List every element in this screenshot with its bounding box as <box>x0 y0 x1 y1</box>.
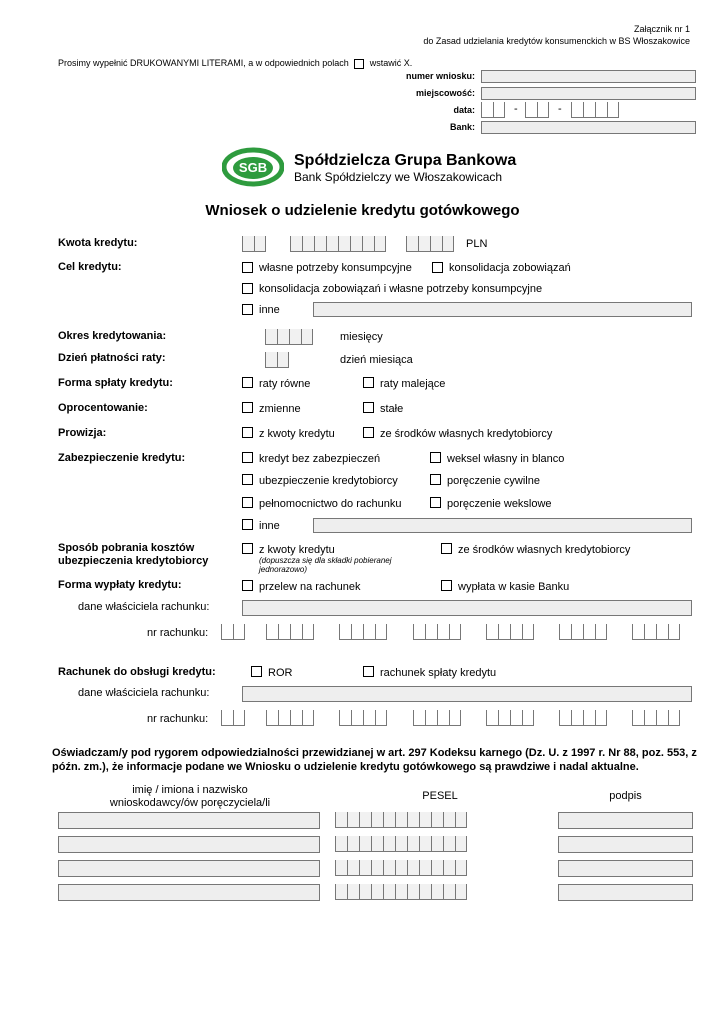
service-owner-input[interactable] <box>242 686 692 702</box>
purpose-label: Cel kredytu: <box>58 261 122 273</box>
cost-note-1: (dopuszcza się dla składki pobieranej <box>259 556 392 565</box>
instruction-suffix: wstawić X. <box>369 58 413 68</box>
purpose-other-input[interactable] <box>313 302 692 317</box>
security-power-checkbox[interactable] <box>242 497 253 508</box>
amount-cells-3[interactable] <box>406 236 454 252</box>
fee-from-credit-label: z kwoty kredytu <box>259 428 335 440</box>
signer-signature-4[interactable] <box>558 884 693 901</box>
payout-transfer-checkbox[interactable] <box>242 580 253 591</box>
name-column-header-1: imię / imiona i nazwisko <box>132 784 248 796</box>
date-month-cells[interactable] <box>525 102 549 118</box>
signer-name-input-3[interactable] <box>58 860 320 877</box>
period-label: Okres kredytowania: <box>58 330 167 342</box>
annex-subtitle: do Zasad udzielania kredytów konsumenckich w BS Włoszakowice <box>423 36 690 46</box>
fee-label: Prowizja: <box>58 427 107 439</box>
repay-equal-label: raty równe <box>259 378 311 390</box>
purpose-both-label: konsolidacja zobowiązań i własne potrzeby konsumpcyjne <box>259 283 543 295</box>
bank-name: Bank Spółdzielczy we Włoszakowicach <box>294 170 503 184</box>
number-input[interactable] <box>481 70 696 83</box>
repayment-label: Forma spłaty kredytu: <box>58 377 173 389</box>
number-label: numer wniosku: <box>405 71 475 81</box>
purpose-both-checkbox[interactable] <box>242 283 253 294</box>
instruction <box>58 58 412 69</box>
cost-own-funds-checkbox[interactable] <box>441 543 452 554</box>
period-cells[interactable] <box>265 329 313 345</box>
security-power-label: pełnomocnictwo do rachunku <box>259 498 402 510</box>
cost-note-2: jednorazowo) <box>259 565 308 574</box>
signer-pesel-cells-1[interactable] <box>335 812 467 829</box>
service-ror-label: ROR <box>268 667 293 679</box>
interest-variable-checkbox[interactable] <box>242 402 253 413</box>
date-label: data: <box>453 105 475 115</box>
currency-label: PLN <box>466 238 488 250</box>
logo-mark: SGB <box>238 160 268 175</box>
purpose-consolidation-label: konsolidacja zobowiązań <box>449 262 571 274</box>
date-separator-2: - <box>558 103 562 115</box>
security-insurance-label: ubezpieczenie kredytobiorcy <box>259 475 398 487</box>
date-day-cells[interactable] <box>481 102 505 118</box>
date-year-cells[interactable] <box>571 102 619 118</box>
security-civil-label: poręczenie cywilne <box>447 475 540 487</box>
security-label: Zabezpieczenie kredytu: <box>58 452 186 464</box>
bank-input[interactable] <box>481 121 696 134</box>
service-repay-checkbox[interactable] <box>363 666 374 677</box>
security-civil-checkbox[interactable] <box>430 474 441 485</box>
amount-cells-1[interactable] <box>242 236 266 252</box>
signer-pesel-cells-2[interactable] <box>335 836 467 853</box>
payout-transfer-label: przelew na rachunek <box>259 581 361 593</box>
payday-label: Dzień płatności raty: <box>58 352 166 364</box>
signer-pesel-cells-4[interactable] <box>335 884 467 901</box>
interest-fixed-checkbox[interactable] <box>363 402 374 413</box>
amount-label: Kwota kredytu: <box>58 237 138 249</box>
purpose-other-checkbox[interactable] <box>242 304 253 315</box>
fee-own-funds-checkbox[interactable] <box>363 427 374 438</box>
signer-signature-2[interactable] <box>558 836 693 853</box>
payday-cells[interactable] <box>265 352 289 368</box>
instruction-checkbox-icon <box>354 59 364 69</box>
payout-label: Forma wypłaty kredytu: <box>58 579 182 591</box>
name-column-header-2: wnioskodawcy/ów poręczyciela/li <box>109 797 271 809</box>
repay-decreasing-checkbox[interactable] <box>363 377 374 388</box>
purpose-own-checkbox[interactable] <box>242 262 253 273</box>
security-bill-label: weksel własny in blanco <box>447 453 565 465</box>
cost-from-credit-label: z kwoty kredytu <box>259 544 335 556</box>
security-other-label: inne <box>259 520 280 532</box>
signer-name-input-2[interactable] <box>58 836 320 853</box>
repay-equal-checkbox[interactable] <box>242 377 253 388</box>
cost-label-2: ubezpieczenia kredytobiorcy <box>58 555 209 567</box>
declaration: Oświadczam/y pod rygorem odpowiedzialności przewidzianej w art. 297 Kodeksu karnego (Dz. U. z 1997 r. Nr 88, poz. 553, z późn. zm.), że informacje podane we Wniosku o udzielenie kredytu gotówkowego są prawdziwe i nadal aktualne. <box>52 747 697 773</box>
service-owner-label: dane właściciela rachunku: <box>78 687 210 699</box>
security-other-input[interactable] <box>313 518 692 533</box>
security-insurance-checkbox[interactable] <box>242 474 253 485</box>
security-bill-checkbox[interactable] <box>430 452 441 463</box>
payout-account-label: nr rachunku: <box>147 627 209 639</box>
period-unit: miesięcy <box>340 331 383 343</box>
security-promissory-checkbox[interactable] <box>430 497 441 508</box>
security-none-label: kredyt bez zabezpieczeń <box>259 453 381 465</box>
payout-cash-label: wypłata w kasie Banku <box>458 581 570 593</box>
fee-from-credit-checkbox[interactable] <box>242 427 253 438</box>
signer-signature-1[interactable] <box>558 812 693 829</box>
sgb-logo <box>222 147 284 187</box>
cost-from-credit-checkbox[interactable] <box>242 543 253 554</box>
signer-name-input-1[interactable] <box>58 812 320 829</box>
interest-label: Oprocentowanie: <box>58 402 148 414</box>
signer-pesel-cells-3[interactable] <box>335 860 467 877</box>
purpose-consolidation-checkbox[interactable] <box>432 262 443 273</box>
place-label: miejscowość: <box>415 88 475 98</box>
page-title: Wniosek o udzielenie kredytu gotówkowego <box>205 202 520 219</box>
security-none-checkbox[interactable] <box>242 452 253 463</box>
service-account-label: Rachunek do obsługi kredytu: <box>58 666 216 678</box>
service-repay-label: rachunek spłaty kredytu <box>380 667 497 679</box>
signer-name-input-4[interactable] <box>58 884 320 901</box>
payout-owner-label: dane właściciela rachunku: <box>78 601 210 613</box>
security-promissory-label: poręczenie wekslowe <box>447 498 552 510</box>
interest-variable-label: zmienne <box>259 403 301 415</box>
bank-group-name: Spółdzielcza Grupa Bankowa <box>294 152 517 169</box>
instruction-prefix: Prosimy wypełnić DRUKOWANYMI LITERAMI, a w odpowiednich polach <box>58 58 349 68</box>
repay-decreasing-label: raty malejące <box>380 378 446 390</box>
payout-cash-checkbox[interactable] <box>441 580 452 591</box>
cost-label-1: Sposób pobrania kosztów <box>58 542 195 554</box>
security-other-checkbox[interactable] <box>242 519 253 530</box>
payout-owner-input[interactable] <box>242 600 692 616</box>
place-input[interactable] <box>481 87 696 100</box>
service-ror-checkbox[interactable] <box>251 666 262 677</box>
fee-own-funds-label: ze środków własnych kredytobiorcy <box>380 428 553 440</box>
bank-label: Bank: <box>449 122 475 132</box>
pesel-column-header: PESEL <box>422 790 458 802</box>
date-separator-1: - <box>514 103 518 115</box>
signer-signature-3[interactable] <box>558 860 693 877</box>
annex-number: Załącznik nr 1 <box>633 24 690 34</box>
service-account-number-label: nr rachunku: <box>147 713 209 725</box>
purpose-own-label: własne potrzeby konsumpcyjne <box>259 262 412 274</box>
amount-cells-2[interactable] <box>290 236 386 252</box>
signature-column-header: podpis <box>609 790 642 802</box>
cost-own-funds-label: ze środków własnych kredytobiorcy <box>458 544 631 556</box>
purpose-other-label: inne <box>259 304 280 316</box>
interest-fixed-label: stałe <box>380 403 404 415</box>
payday-unit: dzień miesiąca <box>340 354 413 366</box>
